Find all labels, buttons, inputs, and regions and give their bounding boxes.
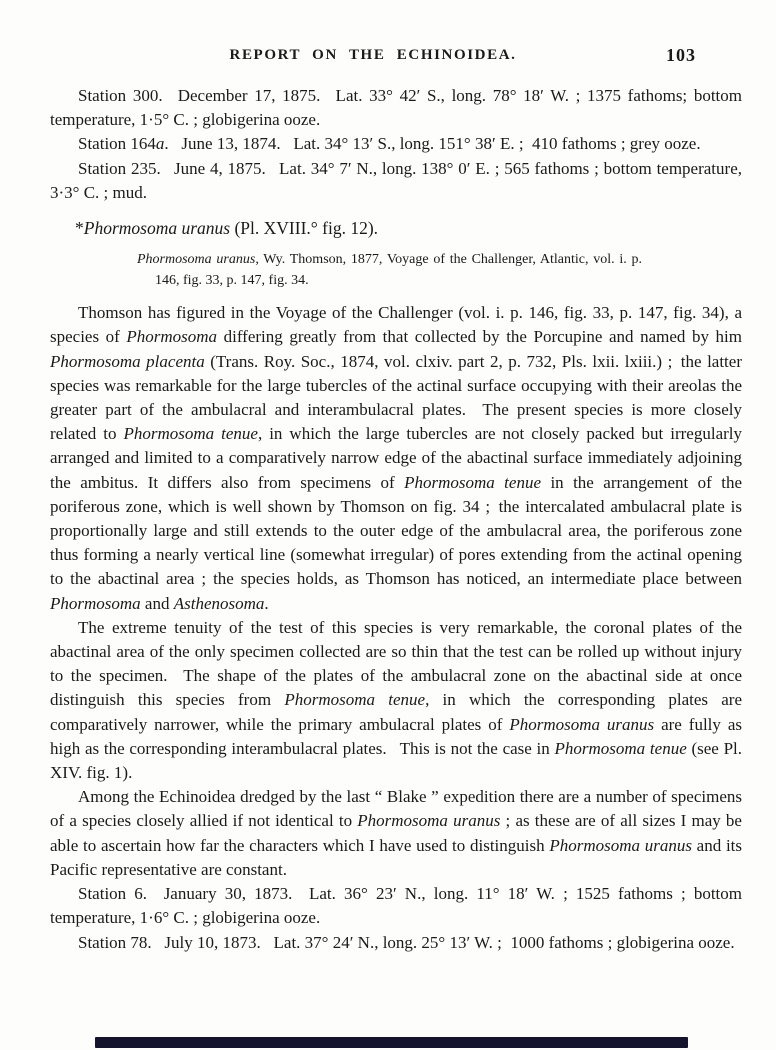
text-run: Among the Echinoidea dredged by the last “ Blake ” expedition there are a number of specimens of a species closely allied if not identical to (50, 787, 742, 831)
species-name-italic: Phormosoma uranus (83, 218, 231, 239)
species-heading (75, 216, 742, 240)
text-run: and (140, 593, 174, 613)
text-run: ; as these are of all sizes I may be able to ascertain how far the characters which I have used to distinguish (50, 811, 742, 855)
species-name-italic: Phormosoma tenue (554, 738, 687, 758)
text-run: in the arrangement of the poriferous zone, which is well shown by Thomson on fig. 34 ; the intercalated ambulacral plate is proportionally large and still extends to the outer edge of the ambulacral area, the poriferous zone thus forming a nearly vertical line (somewhat irregular) of pores extending from the actinal opening to the abactinal area ; the species holds, as Thomson has noticed, an intermediate place between (50, 472, 743, 589)
citation-paragraph (50, 249, 742, 291)
species-name-italic: Phormosoma uranus (357, 811, 501, 831)
body-paragraph (50, 616, 742, 785)
running-title: REPORT ON THE ECHINOIDEA. (229, 47, 517, 63)
station-paragraph (50, 882, 742, 930)
text-run: are fully as high as the corresponding interambulacral plates. This is not the case in (50, 714, 742, 758)
text-run: , in which the corresponding plates are comparatively narrower, while the primary ambulacral plates of (50, 690, 742, 734)
text-run: (Pl. XVIII.° fig. 12). (230, 218, 379, 239)
text-run: Station 78. July 10, 1873. Lat. 37° 24′ N., long. 25° 13′ W. ; 1000 fathoms ; globigerina ooze. (78, 932, 735, 952)
text-run: (Trans. Roy. Soc., 1874, vol. clxiv. part 2, p. 732, Pls. lxii. lxiii.) ; the latter species was remarkable for the large tubercles of the actinal surface occupying with their areolas the greater part of the ambulacral and interambulacral plates. The present species is more closely related to (50, 351, 742, 444)
station-paragraph (50, 132, 742, 156)
text-run: . June 13, 1874. Lat. 34° 13′ S., long. 151° 38′ E. ; 410 fathoms ; grey ooze. (164, 134, 701, 154)
species-name-italic: Phormosoma (50, 593, 141, 613)
text-run: . (264, 593, 269, 613)
page-number: 103 (666, 45, 696, 65)
text-run: Station 6. January 30, 1873. Lat. 36° 23′ N., long. 11° 18′ W. ; 1525 fathoms ; bottom temperature, 1·6° C. ; globigerina ooze. (50, 884, 742, 928)
text-run: Station 235. June 4, 1875. Lat. 34° 7′ N., long. 138° 0′ E. ; 565 fathoms ; bottom temperature, 3·3° C. ; mud. (50, 158, 742, 202)
species-name-italic: Phormosoma uranus (549, 835, 692, 855)
species-name-italic: Phormosoma uranus (509, 714, 655, 734)
species-name-italic: Phormosoma uranus (137, 252, 256, 268)
text-run: Station 300. December 17, 1875. Lat. 33° 42′ S., long. 78° 18′ W. ; 1375 fathoms; bottom temperature, 1·5° C. ; globigerina ooze. (50, 86, 742, 130)
species-name-italic: Asthenosoma (173, 593, 265, 613)
text-run: Thomson has figured in the Voyage of the Challenger (vol. i. p. 146, fig. 33, p. 147, fig. 34), a species of (50, 303, 742, 347)
text-run: , in which the large tubercles are not closely packed but irregularly arranged and limited to a comparatively narrow edge of the abactinal surface immediately adjoining the ambitus. It differs also from specimens of (50, 424, 742, 492)
text-run: * (75, 218, 84, 239)
text-run: differing greatly from that collected by the Porcupine and named by him (217, 327, 742, 347)
scan-artifact-bar (95, 1037, 688, 1048)
text-run: , Wy. Thomson, 1877, Voyage of the Challenger, Atlantic, vol. i. p. 146, fig. 33, p. 147, fig. 34. (155, 252, 642, 289)
species-name-italic: Phormosoma tenue (404, 472, 542, 492)
text-run: The extreme tenuity of the test of this species is very remarkable, the coronal plates of the abactinal area of the only specimen collected are so thin that the test can be rolled up without injury to the specimen. The shape of the plates of the ambulacral zone on the abactinal side at once distinguish this species from (50, 617, 742, 710)
body-paragraph (50, 301, 742, 616)
station-paragraph (50, 157, 742, 205)
species-name-italic: Phormosoma tenue (123, 424, 258, 444)
station-paragraph (50, 84, 742, 132)
text-run: (see Pl. XIV. fig. 1). (50, 738, 742, 783)
station-paragraph (50, 931, 742, 955)
page-body (50, 84, 742, 955)
species-name-italic: Phormosoma placenta (50, 351, 205, 371)
species-name-italic: a (155, 134, 165, 154)
species-name-italic: Phormosoma tenue (284, 690, 426, 710)
text-run: and its Pacific representative are constant. (50, 835, 743, 879)
body-paragraph (50, 785, 742, 882)
species-name-italic: Phormosoma (126, 327, 218, 347)
text-run: Station 164 (78, 134, 156, 154)
